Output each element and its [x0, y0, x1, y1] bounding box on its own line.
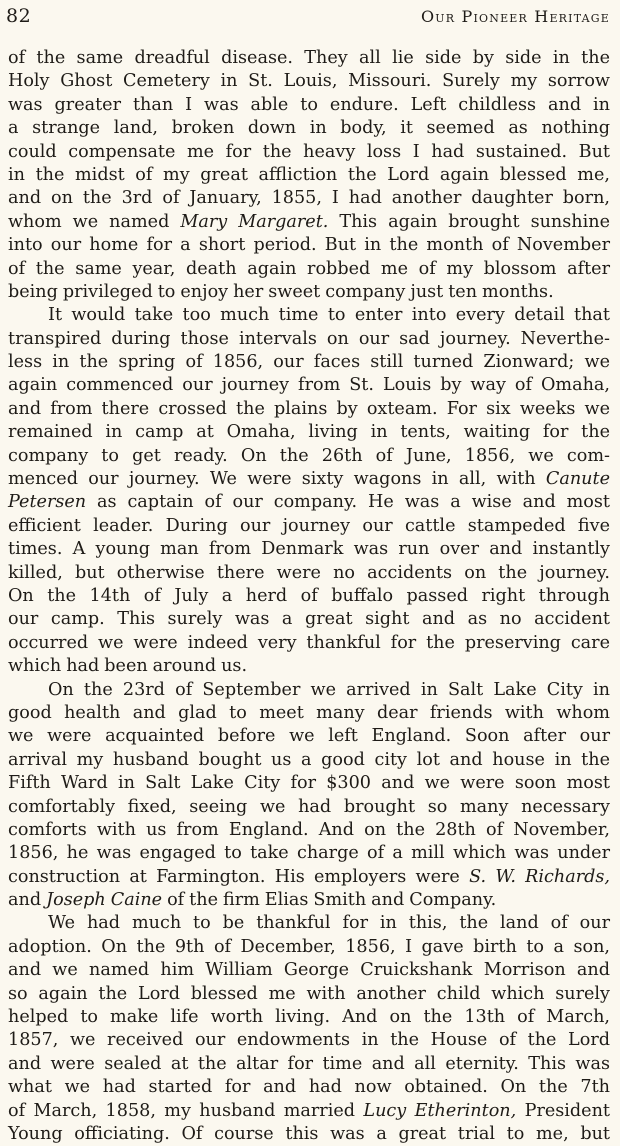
text-line [8, 164, 610, 187]
text-line [8, 258, 610, 281]
italic-name: Lucy Etherinton, [363, 1100, 517, 1121]
text-segment: On the 14th of July a herd of buffalo passed right through [8, 585, 610, 606]
text-segment: of the same year, death again robbed me of my blossom after [8, 258, 610, 279]
text-line [8, 398, 610, 421]
text-segment: could compensate me for the heavy loss I had sustained. But [8, 141, 610, 162]
text-segment: efficient leader. During our journey our cattle stampeded five [8, 515, 610, 536]
text-line [8, 281, 610, 304]
text-line [8, 725, 610, 748]
text-segment: and from there crossed the plains by oxteam. For six weeks we [8, 398, 610, 419]
text-segment: Young officiating. Of course this was a great trial to me, but [8, 1123, 610, 1144]
text-line [8, 1123, 610, 1146]
text-line [8, 936, 610, 959]
text-line [8, 374, 610, 397]
text-segment: adoption. On the 9th of December, 1856, I gave birth to a son, [8, 936, 610, 957]
text-segment: a strange land, broken down in body, it seemed as nothing [8, 118, 610, 139]
text-segment: our camp. This surely was a great sight and as no accident [8, 609, 610, 630]
text-segment: of March, 1858, my husband married [8, 1100, 364, 1121]
text-line [8, 234, 610, 257]
text-line [8, 211, 610, 234]
text-segment: killed, but otherwise there were no accidents on the journey. [8, 562, 610, 583]
text-line [8, 1006, 610, 1029]
text-line [8, 515, 610, 538]
text-segment: and [8, 890, 47, 911]
italic-name: S. W. Richards, [469, 866, 610, 887]
text-line [8, 94, 610, 117]
text-segment: and we named him William George Cruickshank Morrison and [8, 960, 610, 981]
text-segment: This again brought sunshine [328, 211, 610, 232]
text-line [8, 912, 610, 935]
italic-name: Canute [545, 469, 610, 490]
text-line [8, 304, 610, 327]
text-segment: we were acquainted before we left England. Soon after our [8, 726, 610, 747]
italic-name: Petersen [8, 492, 87, 513]
text-line [8, 655, 610, 678]
text-line [8, 468, 610, 491]
text-line [8, 679, 610, 702]
text-line [8, 842, 610, 865]
text-segment: less in the spring of 1856, our faces still turned Zionward; we [8, 352, 610, 373]
text-segment: which had been around us. [8, 656, 248, 677]
text-line [8, 772, 610, 795]
text-segment: comforts with us from England. And on the 28th of November, [8, 819, 610, 840]
text-segment: company to get ready. On the 26th of June, 1856, we com- [8, 445, 610, 466]
text-segment: helped to make life worth living. And on the 13th of March, [8, 1007, 610, 1028]
text-line [8, 796, 610, 819]
text-segment: into our home for a short period. But in the month of November [8, 235, 610, 256]
text-segment: being privileged to enjoy her sweet company just ten months. [8, 281, 554, 302]
text-line [8, 491, 610, 514]
text-segment: comfortably fixed, seeing we had brought so many necessary [8, 796, 610, 817]
italic-name: Mary Margaret. [180, 211, 329, 232]
text-segment: Fifth Ward in Salt Lake City for $300 and we were soon most [8, 773, 610, 794]
text-segment: what we had started for and had now obtained. On the 7th [8, 1077, 610, 1098]
text-segment: 1857, we received our endowments in the House of the Lord [8, 1030, 610, 1051]
text-segment: construction at Farmington. His employers were [8, 866, 470, 887]
text-line [8, 749, 610, 772]
text-line [8, 585, 610, 608]
text-segment: so again the Lord blessed me with another child which surely [8, 983, 610, 1004]
text-line [8, 1100, 610, 1123]
text-line [8, 421, 610, 444]
text-line [8, 141, 610, 164]
text-line [8, 562, 610, 585]
text-line [8, 1076, 610, 1099]
running-title: Our Pioneer Heritage [420, 7, 610, 26]
text-segment: We had much to be thankful for in this, the land of our [48, 913, 610, 934]
text-line [8, 632, 610, 655]
text-line [8, 117, 610, 140]
text-segment: President [516, 1100, 610, 1121]
text-segment: of the same dreadful disease. They all lie side by side in the [8, 48, 610, 68]
text-segment: in the midst of my great affliction the Lord again blessed me, [8, 164, 610, 185]
text-segment: and were sealed at the altar for time and all eternity. This was [8, 1053, 610, 1074]
italic-name: Joseph Caine [46, 890, 163, 911]
text-line [8, 47, 610, 70]
text-segment: as captain of our company. He was a wise and most [86, 492, 610, 513]
text-segment: 1856, he was engaged to take charge of a mill which was under [8, 843, 610, 864]
text-line [8, 983, 610, 1006]
text-line [8, 608, 610, 631]
text-line [8, 187, 610, 210]
text-segment: menced our journey. We were sixty wagons in all, with [8, 469, 546, 490]
text-segment: times. A young man from Denmark was run over and instantly [8, 539, 610, 560]
text-segment: remained in camp at Omaha, living in tents, waiting for the [8, 422, 610, 443]
text-line [8, 866, 610, 889]
text-line [8, 702, 610, 725]
text-line [8, 1029, 610, 1052]
body-text [8, 47, 610, 1146]
text-line [8, 538, 610, 561]
text-segment: occurred we were indeed very thankful for the preserving care [8, 632, 610, 653]
text-line [8, 959, 610, 982]
text-segment: On the 23rd of September we arrived in Salt Lake City in [48, 679, 610, 700]
text-line [8, 351, 610, 374]
text-segment: again commenced our journey from St. Louis by way of Omaha, [8, 375, 610, 396]
text-line [8, 70, 610, 93]
text-segment: arrival my husband bought us a good city lot and house in the [8, 749, 610, 770]
text-segment: and on the 3rd of January, 1855, I had another daughter born, [8, 188, 610, 209]
text-line [8, 889, 610, 912]
text-segment: transpired during those intervals on our sad journey. Neverthe- [8, 328, 610, 349]
text-line [8, 328, 610, 351]
text-segment: was greater than I was able to endure. Left childless and in [8, 94, 610, 115]
page-number: 82 [6, 5, 32, 27]
text-line [8, 819, 610, 842]
text-segment: Holy Ghost Cemetery in St. Louis, Missouri. Surely my sorrow [8, 71, 610, 92]
text-line [8, 445, 610, 468]
text-segment: good health and glad to meet many dear friends with whom [8, 702, 610, 723]
text-segment: of the firm Elias Smith and Company. [162, 890, 497, 911]
text-line [8, 1053, 610, 1076]
page-header [0, 0, 620, 36]
text-segment: It would take too much time to enter into every detail that [48, 305, 610, 326]
text-segment: whom we named [8, 211, 181, 232]
